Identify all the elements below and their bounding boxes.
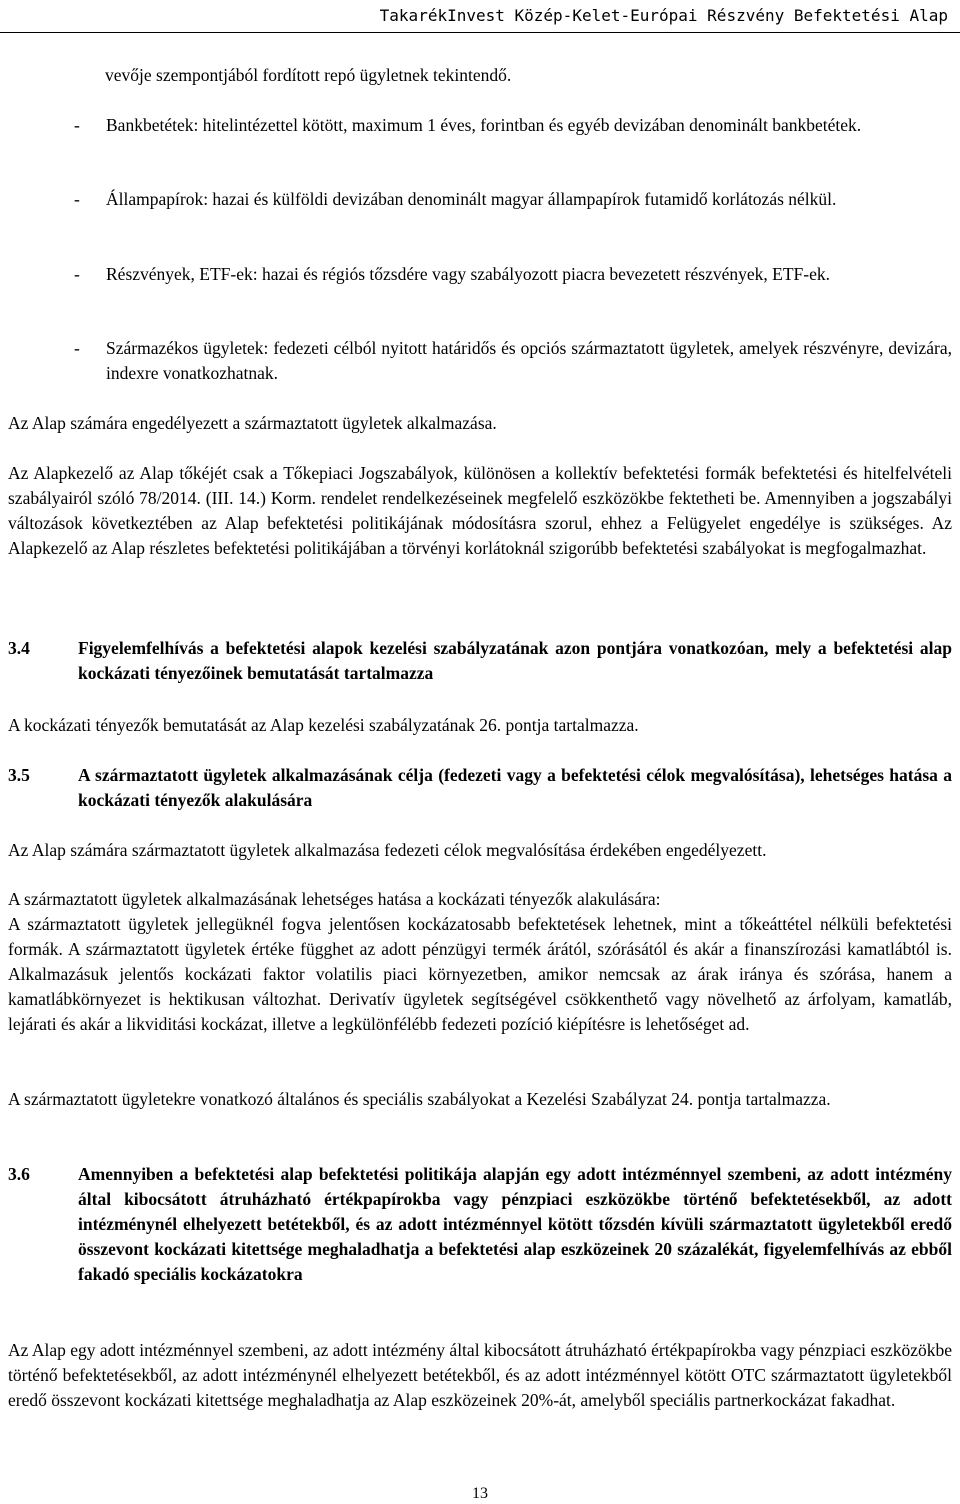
section-3-4-heading (8, 636, 952, 686)
paragraph-fund-manager: Az Alapkezelő az Alap tőkéjét csak a Tőkepiaci Jogszabályok, különösen a kollektív befektetési formák befektetési és hitelfelvételi szabályairól szóló 78/2014. (III. 14.) Korm. rendelet rendelkezéseinek megfelelő eszközökbe fektetheti be. Amennyiben a jogszabályi változások következtében az Alap befektetési politikájának módosításra szorul, ehhez a Felügyelet engedélye is szükséges. Az Alapkezelő az Alap részletes befektetési politikájában a törvényi korlátoknál szigorúbb befektetési szabályokat is megfogalmazhat. (8, 463, 952, 558)
bullet-text: Bankbetétek: hitelintézettel kötött, maximum 1 éves, forintban és egyéb devizában denominált bankbetétek. (106, 115, 862, 135)
bullet-dash: - (74, 338, 80, 358)
page-header-title: TakarékInvest Közép-Kelet-Európai Részvény Befektetési Alap (379, 6, 948, 25)
bullet-text: Származékos ügyletek: fedezeti célból nyitott határidős és opciós származtatott ügyletek, amelyek részvényre, devizára, indexre vonatkozhatnak. (106, 338, 952, 383)
section-3-4-body: A kockázati tényezők bemutatását az Alap kezelési szabályzatának 26. pontja tartalmazza. (8, 715, 639, 735)
section-3-5-heading (8, 763, 952, 813)
section-3-5-paragraph-3: A származtatott ügyletekre vonatkozó általános és speciális szabályokat a Kezelési Szabályzat 24. pontja tartalmazza. (8, 1089, 831, 1109)
section-title: Figyelemfelhívás a befektetési alapok kezelési szabályzatának azon pontjára vonatkozóan, mely a befektetési alap kockázati tényezőinek bemutatását tartalmazza (78, 638, 952, 683)
section-3-5-intro: A származtatott ügyletek alkalmazásának lehetséges hatása a kockázati tényezők alakulására: (8, 889, 661, 909)
header-divider (0, 32, 960, 33)
section-number: 3.6 (8, 1164, 30, 1184)
section-3-5-paragraph-1: Az Alap számára származtatott ügyletek alkalmazása fedezeti célok megvalósítása érdekében engedélyezett. (8, 840, 767, 860)
section-3-5-paragraph-2: A származtatott ügyletek jellegüknél fogva jelentősen kockázatosabb befektetések lehetnek, mint a tőkeáttétel nélküli befektetési formák. A származtatott ügyletek értéke függhet az adott pénzügyi termék árától, szórásától és akár a finanszírozási kamatlábtól is. Alkalmazásuk jelentős kockázati faktor volatilis piaci környezetben, amikor nemcsak az árak iránya és szórása, hanem a kamatlábkörnyezet is hektikusan változhat. Derivatív ügyletek segítségével csökkenthető vagy növelhető az árfolyam, kamatláb, lejárati és akár a likviditási kockázat, illetve a legkülönfélébb fedezeti pozíció kiépítésre is lehetőséget ad. (8, 914, 952, 1034)
section-title: A származtatott ügyletek alkalmazásának célja (fedezeti vagy a befektetési célok megvalósítása), lehetséges hatása a kockázati tényezők alakulására (78, 765, 952, 810)
section-3-6-body: Az Alap egy adott intézménnyel szembeni, az adott intézmény által kibocsátott átruházható értékpapírokba vagy pénzpiaci eszközökbe történő befektetésekből, az adott intézménynél elhelyezett betétekből, és az adott intézménnyel kötött OTC származtatott ügyletekből eredő összevont kockázati kitettsége meghaladhatja az Alap eszközeinek 20%-át, amelyből speciális partnerkockázat fakadhat. (8, 1340, 952, 1410)
bullet-government-bonds (74, 187, 952, 212)
section-3-6-heading (8, 1162, 952, 1287)
bullet-dash: - (74, 115, 80, 135)
paragraph-derivatives-allowed: Az Alap számára engedélyezett a származtatott ügyletek alkalmazása. (8, 413, 497, 433)
bullet-dash: - (74, 189, 80, 209)
bullet-text: Állampapírok: hazai és külföldi devizában denominált magyar állampapírok futamidő korlátozás nélkül. (106, 189, 837, 209)
bullet-text: Részvények, ETF-ek: hazai és régiós tőzsdére vagy szabályozott piacra bevezetett részvények, ETF-ek. (106, 264, 830, 284)
section-number: 3.5 (8, 765, 30, 785)
bullet-bank-deposits (74, 113, 952, 138)
continuation-text: vevője szempontjából fordított repó ügyletnek tekintendő. (105, 65, 512, 85)
page-number: 13 (472, 1485, 488, 1502)
section-number: 3.4 (8, 638, 30, 658)
section-title: Amennyiben a befektetési alap befektetési politikája alapján egy adott intézménnyel szembeni, az adott intézmény által kibocsátott átruházható értékpapírokba vagy pénzpiaci eszközökbe történő befektetésekből, az adott intézménynél elhelyezett betétekből, és az adott intézménnyel kötött tőzsdén kívüli származtatott ügyletekből eredő összevont kockázati kitettsége meghaladhatja a befektetési alap eszközeinek 20 százalékát, figyelemfelhívás az ebből fakadó speciális kockázatokra (78, 1164, 952, 1284)
bullet-derivatives (74, 336, 952, 386)
bullet-shares-etfs (74, 262, 952, 287)
bullet-dash: - (74, 264, 80, 284)
